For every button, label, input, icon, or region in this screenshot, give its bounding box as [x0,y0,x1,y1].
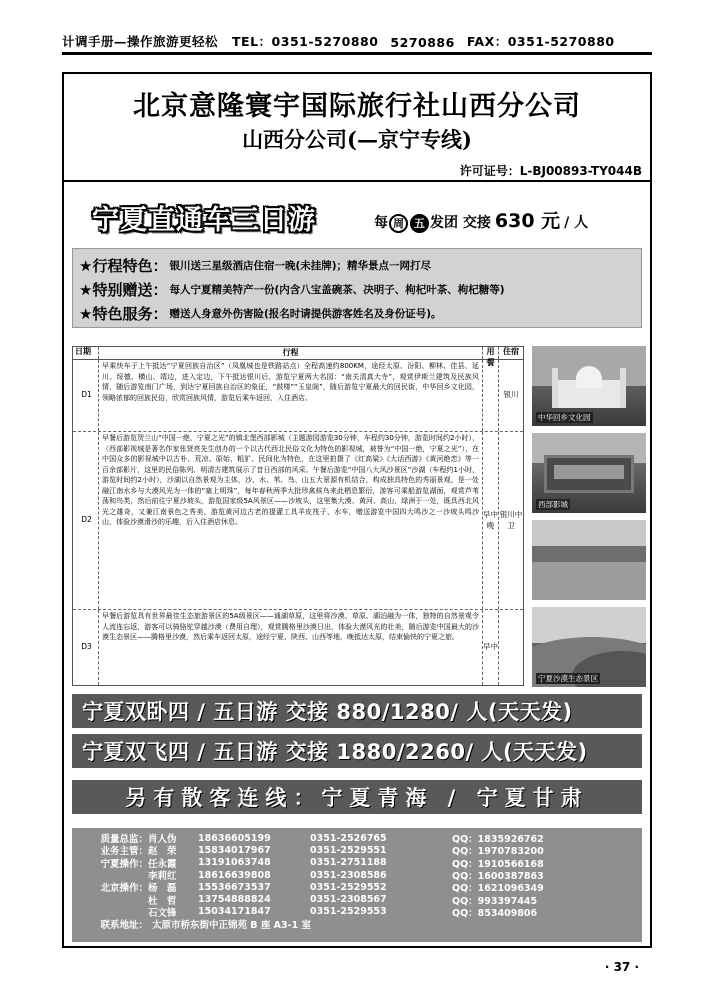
row-meal: 早中 [483,610,499,685]
contact-tel: 0351-2526765 [310,832,387,844]
contact-name: 任永霞 [148,858,177,870]
feature-row [79,277,635,301]
page-number: · 37 · [604,960,639,974]
contact-row [82,881,632,893]
contact-row [82,844,632,856]
day-circle-five: 五 [410,214,429,233]
row-stay: 银川 [503,390,519,400]
contact-name: 肖人伪 [148,834,177,846]
col-day: 日期 [73,347,99,359]
itinerary-header [73,347,523,367]
contact-qq: QQ：853409806 [452,907,538,919]
row-stay: 银川中卫 [499,510,523,530]
contact-row [82,906,632,918]
route-band: 宁夏双飞四 / 五日游 交接 1880/2260/ 人(天天发) [72,734,642,768]
itinerary-row [73,360,523,432]
contact-row [82,832,632,844]
contact-name: 杜 哲 [148,895,177,907]
promo-unit: / 人 [564,215,589,231]
freq-suffix: 发团 交接 [430,215,491,231]
feature-row [79,253,635,277]
contact-qq: QQ：1970783200 [452,846,544,858]
contact-name: 李莉红 [148,871,177,883]
contact-role: 北京操作： [100,883,148,895]
contact-mobile: 15834017967 [198,844,271,856]
contact-qq: QQ：1621096349 [452,883,544,895]
contact-row [82,857,632,869]
contact-mobile: 18616639808 [198,869,271,881]
route-band: 另有散客连线：宁夏青海 / 宁夏甘肃 [72,780,642,814]
col-stay: 住宿 [503,347,519,356]
divider [64,180,650,182]
row-text: 早餐后游览贺兰山“中国一绝，宁夏之光”的镇北堡西部影城（主题游园游览30分钟，车程约30分钟，游览时间约2小时），（西部影视城是著名作家张贤亮先生创办的一个以古代西北民俗文化为特色的影视城，被誉为“中国一绝，宁夏之光”），在中国众多的影视城中以古朴、荒凉、原始、粗犷、民间化为特色，在这里拍摄了《红高粱》《大话西游》《黄河绝恋》等一百余部影片，这里的民俗陈列、明清古建筑展示了昔日西部的风采。午餐后游览“中国八大风沙景区”沙湖（车程约1小时，游览时间约2小时），沙湖以自然景观为主体，沙、水、苇、鸟、山五大景源有机结合，构成独具特色的秀丽景观，是一处融江南水乡与大漠风光为一体的“塞上明珠”，每年春秋两季大批珍禽候鸟来此栖息繁衍，游客可乘船游览湖面，观赏芦苇荡和鸟类，然后前往宁夏沙坡头，游览国家级5A风景区——沙坡头，这里集大漠、黄河、高山、绿洲于一处，既具西北风光之雄奇，又兼江南景色之秀美，游览黄河边古老的提灌工具羊皮筏子、水车，赠送游览中国四大鸣沙之一沙坡头鸣沙山，体验沙漠滑沙的乐趣，后入住酒店休息。 [99,432,483,609]
address-row [82,918,632,930]
header-fax: FAX：0351-5270880 [466,34,615,49]
itinerary-row [73,610,523,685]
features-box [72,248,642,328]
address-label: 联系地址： [100,920,148,932]
contact-tel: 0351-2308586 [310,869,387,881]
feature-text: 银川送三星级酒店住宿一晚(未挂牌)；精华景点一网打尽 [169,259,432,272]
contact-mobile: 15034171847 [198,906,271,918]
row-meal: 早中晚 [483,432,499,609]
contact-qq: QQ：1910566168 [452,858,544,870]
company-name: 北京意隆寰宇国际旅行社山西分公司 [133,91,581,122]
contact-tel: 0351-2308567 [310,894,387,906]
contact-name: 赵 荣 [148,846,177,858]
contact-mobile: 18636605199 [198,832,271,844]
photo-column [532,346,646,686]
contact-role: 质量总监： [100,834,148,846]
contact-mobile: 13191063748 [198,857,271,869]
promo-schedule [374,206,588,233]
license-number: 许可证号：L-BJ00893-TY044B [459,164,642,178]
feature-row [79,301,635,325]
day-circle-week: 周 [389,214,408,233]
contact-tel: 0351-2529551 [310,844,387,856]
contact-tel: 0351-2529553 [310,906,387,918]
row-stay [499,610,523,685]
promo-title: 宁夏直通车三日游 [92,205,316,236]
contact-tel: 0351-2529552 [310,881,387,893]
promo-price: 630 元 [494,210,561,232]
company-branch: 山西分公司(—京宁专线) [242,127,472,152]
photo-caption: 宁夏沙漠生态景区 [538,674,598,683]
photo-film-city [532,433,646,513]
col-meal: 用餐 [483,347,499,359]
contact-row [82,869,632,881]
photo-lake [532,520,646,600]
contact-mobile: 13754888824 [198,894,271,906]
route-band: 宁夏双卧四 / 五日游 交接 880/1280/ 人(天天发) [72,694,642,728]
contact-row [82,893,632,905]
feature-text: 每人宁夏精美特产一份(内含八宝盖碗茶、决明子、枸杞叶茶、枸杞糖等) [169,283,505,296]
feature-label: ★特色服务： [79,304,168,323]
feature-label: ★特别赠送： [79,280,168,299]
photo-caption: 西部影城 [538,500,568,509]
row-meal [483,360,499,431]
itinerary-table [72,346,524,686]
contact-name: 杨 磊 [148,883,177,895]
itinerary-row [73,432,523,610]
photo-desert [532,607,646,687]
contact-role: 业务主管： [100,846,148,858]
ad-frame [62,72,652,948]
tagline: 计调手册—操作旅游更轻松 [62,34,219,49]
row-day: D2 [73,432,99,609]
top-header-bar [62,33,652,55]
contact-qq: QQ：1835926762 [452,834,544,846]
header-tel2: 5270886 [390,35,455,50]
photo-mosque [532,346,646,426]
address-text: 太原市桥东街中正锦苑 B 座 A3-1 室 [152,920,311,932]
header-tel: TEL：0351-5270880 [232,34,379,49]
contact-tel: 0351-2751188 [310,857,387,869]
contact-box [72,828,642,942]
row-text: 早乘快车于上午抵达“宁夏回族自治区”（凤凰城也是铁路站点）全程高速约800KM，途经太原、汾阳、柳林、佳县、延川、绥德、横山、靖边，进入定边，下午抵达银川后，游览宁夏两大名园：“南关清真大寺”，观赏伊斯兰建筑及民族风情，随后游览南门广场，到达宁夏回族自治区的象征，“鼓楼”“玉皇阁”，随后游览宁夏最大的回民街，中华回乡文化园，领略浓郁的回族民俗，欣赏回族风情，游览后乘车返回，入住酒店。 [99,360,483,431]
row-day: D1 [73,360,99,431]
contact-qq: QQ：1600387863 [452,871,544,883]
col-trip: 行程 [99,347,483,359]
feature-label: ★行程特色： [79,256,168,275]
contact-role: 宁夏操作： [100,858,148,870]
contact-mobile: 15536673537 [198,881,271,893]
freq-prefix: 每 [374,215,388,231]
row-day: D3 [73,610,99,685]
photo-caption: 中华回乡文化园 [538,413,591,422]
row-text: 早餐后游览具有世界最佳生态旅游景区的5A级景区——通湖草原，这里将沙漠、草原、湖泊融为一体，独特的自然景观令人流连忘返，游客可以骑骆驼穿越沙漠（费用自理），观赏腾格里沙漠日出，体验大漠风光的壮美，随后游览中国最大的沙漠生态景区——腾格里沙漠，然后乘车返回太原，途经宁夏、陕西、山西等地，晚抵达太原，结束愉快的宁夏之旅。 [99,610,483,685]
contact-name: 石文锋 [148,907,177,919]
feature-text: 赠送人身意外伤害险(报名时请提供游客姓名及身份证号)。 [169,307,442,320]
contact-qq: QQ：993397445 [452,895,538,907]
